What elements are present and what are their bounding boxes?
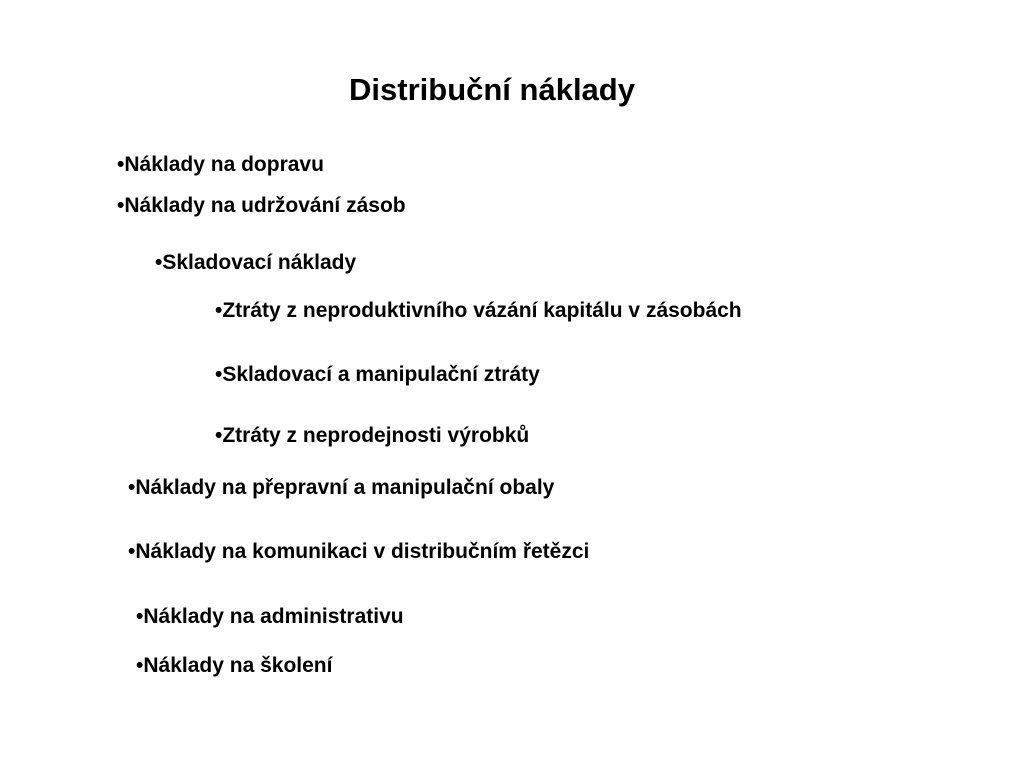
bullet-naklady-na-obaly bbox=[128, 475, 554, 501]
bullet-marker: • bbox=[117, 194, 125, 217]
bullet-marker: • bbox=[117, 153, 125, 176]
bullet-naklady-na-udrzovani-zasob bbox=[117, 193, 406, 219]
bullet-text: Ztráty z neproduktivního vázání kapitálu v zásobách bbox=[222, 299, 742, 322]
bullet-naklady-na-dopravu bbox=[117, 152, 324, 178]
bullet-text: Skladovací náklady bbox=[162, 251, 357, 274]
bullet-text: Náklady na komunikaci v distribučním řetězci bbox=[135, 540, 590, 563]
bullet-naklady-na-administrativu bbox=[136, 604, 404, 630]
bullet-text: Skladovací a manipulační ztráty bbox=[222, 363, 540, 386]
bullet-text: Ztráty z neprodejnosti výrobků bbox=[222, 424, 530, 447]
bullet-marker: • bbox=[215, 299, 223, 322]
bullet-naklady-na-komunikaci bbox=[128, 539, 589, 565]
bullet-ztraty-vazani-kapitalu bbox=[215, 298, 742, 324]
bullet-marker: • bbox=[128, 476, 136, 499]
slide-title: Distribuční náklady bbox=[349, 72, 635, 107]
bullet-naklady-na-skoleni bbox=[136, 653, 332, 679]
bullet-skladovaci-manipulacni-ztraty bbox=[215, 362, 540, 388]
bullet-marker: • bbox=[155, 251, 163, 274]
bullet-text: Náklady na školení bbox=[143, 654, 333, 677]
bullet-text: Náklady na dopravu bbox=[124, 153, 324, 176]
bullet-marker: • bbox=[215, 424, 223, 447]
bullet-text: Náklady na udržování zásob bbox=[124, 194, 406, 217]
bullet-skladovaci-naklady bbox=[155, 250, 356, 276]
bullet-marker: • bbox=[128, 540, 136, 563]
bullet-ztraty-neprodejnosti bbox=[215, 423, 529, 449]
bullet-marker: • bbox=[136, 654, 144, 677]
bullet-marker: • bbox=[215, 363, 223, 386]
bullet-text: Náklady na přepravní a manipulační obaly bbox=[135, 476, 555, 499]
bullet-marker: • bbox=[136, 605, 144, 628]
bullet-text: Náklady na administrativu bbox=[143, 605, 404, 628]
